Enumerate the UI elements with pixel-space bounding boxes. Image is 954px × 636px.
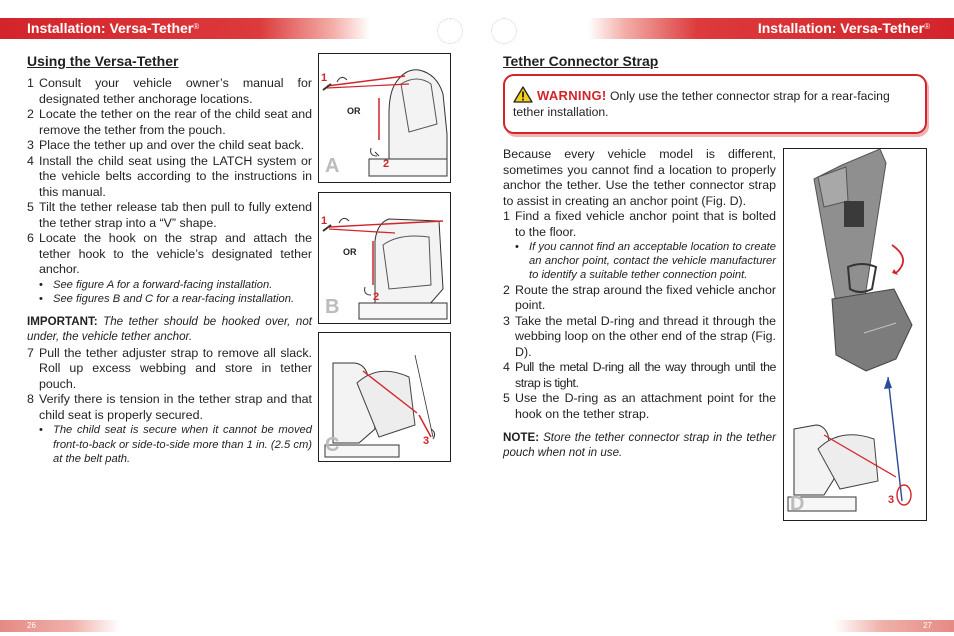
figure-b-callout-1: 1 xyxy=(321,215,328,227)
page-number-right: 27 xyxy=(923,621,932,630)
bullet-secure: • The child seat is secure when it cannot be moved front-to-back or side-to-side more than 1 in. (2.5 cm) at the belt path. xyxy=(39,424,312,465)
connector-step-1: 1 Find a fixed vehicle anchor point that is bolted to the floor. xyxy=(503,209,776,239)
figure-d xyxy=(783,148,927,521)
connector-step-3: 3 Take the metal D-ring and thread it through the webbing loop on the other end of the strap (Fig. D). xyxy=(503,313,776,359)
step-7: 7 Pull the tether adjuster strap to remove all slack. Roll up excess webbing and store in tether pouch. xyxy=(27,345,312,391)
page-header-right xyxy=(588,18,954,39)
header-title-left: Installation: Versa-Tether xyxy=(27,20,194,36)
left-heading: Using the Versa-Tether xyxy=(27,53,179,69)
step-5: 5 Tilt the tether release tab then pull to fully extend the tether strap into a “V” shape. xyxy=(27,200,312,230)
figure-a-or: OR xyxy=(347,106,361,116)
figure-d-letter: D xyxy=(790,493,805,515)
connector-bullet: • If you cannot find an acceptable location to create an anchor point, contact the vehicle manufacturer to identify a suitable tether connection point. xyxy=(515,241,776,282)
figure-b-or: OR xyxy=(343,247,357,257)
warning-box xyxy=(503,74,927,134)
figure-b-callout-2: 2 xyxy=(373,291,380,303)
registration-mark-left xyxy=(437,18,463,44)
important-note: IMPORTANT: The tether should be hooked over, not under, the vehicle tether anchor. xyxy=(27,314,312,343)
storage-note: NOTE: Store the tether connector strap in the tether pouch when not in use. xyxy=(503,431,776,460)
right-heading: Tether Connector Strap xyxy=(503,53,659,69)
figure-d-callout-3: 3 xyxy=(888,494,895,506)
figure-d-illustration xyxy=(784,149,926,520)
figure-c-callout-3: 3 xyxy=(423,435,430,447)
header-title-right: Installation: Versa-Tether xyxy=(757,20,925,36)
footer-right xyxy=(834,620,954,632)
figure-a-letter: A xyxy=(325,155,340,177)
bullet-fig-a: • See figure A for a forward-facing installation. xyxy=(39,278,273,291)
left-column xyxy=(27,52,312,466)
connector-step-5: 5 Use the D-ring as an attachment point for the hook on the tether strap. xyxy=(503,391,776,421)
figure-a-callout-2: 2 xyxy=(383,158,390,170)
right-column xyxy=(503,52,776,76)
figure-a xyxy=(318,53,451,183)
step-1: 1 Consult your vehicle owner’s manual for designated tether anchorage locations. xyxy=(27,76,312,106)
right-body xyxy=(503,147,776,462)
step-3: 3 Place the tether up and over the child seat back. xyxy=(27,138,305,152)
connector-step-4: 4 Pull the metal D-ring all the way through until the strap is tight. xyxy=(503,360,776,390)
figure-c-letter: C xyxy=(325,434,340,456)
step-8: 8 Verify there is tension in the tether strap and that child seat is properly secured. xyxy=(27,392,312,422)
page-number-left: 26 xyxy=(27,621,36,630)
intro-paragraph: Because every vehicle model is different, sometimes you cannot find a location to properly anchor the tether. Use the tether connector strap to assist in creating an anchor point (Fig. D). xyxy=(503,147,776,208)
step-6: 6 Locate the hook on the strap and attach the tether hook to the vehicle’s designated tether anchor. xyxy=(27,231,312,276)
bullet-fig-bc: • See figures B and C for a rear-facing installation. xyxy=(39,292,295,305)
figure-b-letter: B xyxy=(325,296,340,318)
connector-step-2: 2 Route the strap around the fixed vehicle anchor point. xyxy=(503,282,776,313)
warning-text: Only use the tether connector strap for a rear-facing tether installation. xyxy=(513,89,890,119)
page-header-left xyxy=(0,18,370,39)
header-reg-mark-left: ® xyxy=(193,22,200,31)
figure-c xyxy=(318,332,451,462)
header-reg-mark-right: ® xyxy=(924,22,930,31)
warning-label: WARNING! xyxy=(537,88,607,103)
registration-mark-right xyxy=(491,18,517,44)
step-4: 4 Install the child seat using the LATCH system or the vehicle belts according to the instructions in this manual. xyxy=(27,153,312,199)
step-2: 2 Locate the tether on the rear of the child seat and remove the tether from the pouch. xyxy=(27,107,312,137)
warning-triangle-icon xyxy=(513,86,533,103)
footer-left xyxy=(0,620,120,632)
figure-a-callout-1: 1 xyxy=(321,72,328,84)
figure-b xyxy=(318,192,451,324)
